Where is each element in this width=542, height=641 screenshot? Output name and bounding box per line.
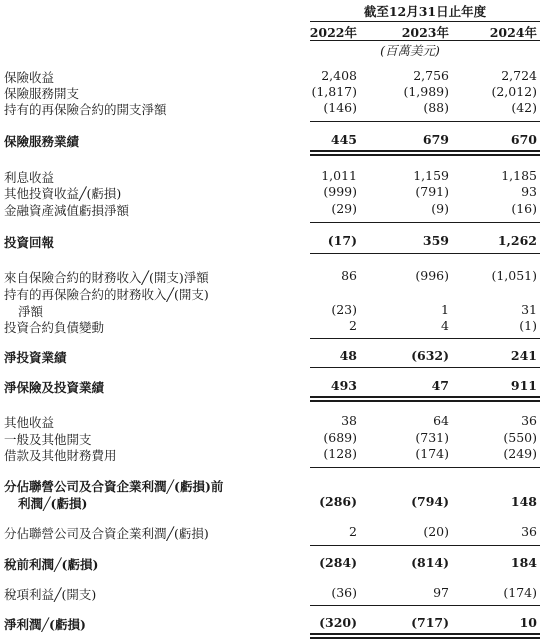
row-label-reinsurance-net-expense: 持有的再保險合約的開支淨額 <box>4 102 167 117</box>
row-label-impairment-loss: 金融資產減值虧損淨額 <box>4 203 130 218</box>
cell: (996) <box>415 268 449 283</box>
total-rule <box>310 637 540 639</box>
cell: 36 <box>521 524 537 539</box>
total-rule <box>310 396 540 398</box>
cell: (731) <box>415 430 449 445</box>
total-rule <box>310 154 540 156</box>
cell: (16) <box>511 201 537 216</box>
cell: (999) <box>323 184 357 199</box>
cell: (794) <box>411 494 449 509</box>
row-label-interest-revenue: 利息收益 <box>4 170 55 185</box>
row-label-investment-return: 投資回報 <box>4 235 55 250</box>
row-label-insurance-revenue: 保險收益 <box>4 70 55 85</box>
cell: (717) <box>411 615 449 630</box>
subtotal-rule <box>310 338 540 339</box>
row-label-other-revenue: 其他收益 <box>4 415 55 430</box>
cell: (632) <box>411 348 449 363</box>
cell: 1,011 <box>321 168 357 183</box>
cell: 184 <box>510 555 537 570</box>
cell: (42) <box>511 100 537 115</box>
cell: 10 <box>519 615 537 630</box>
cell: 1,185 <box>501 168 537 183</box>
cell: 1,159 <box>413 168 449 183</box>
cell: 36 <box>521 413 537 428</box>
cell: (814) <box>411 555 449 570</box>
cell: 2 <box>349 318 357 333</box>
cell: 1,262 <box>497 233 537 248</box>
row-label-net-profit: 淨利潤╱(虧損) <box>4 617 86 632</box>
row-label-finance-costs: 借款及其他財務費用 <box>4 448 117 463</box>
row-label-profit-before-tax: 稅前利潤╱(虧損) <box>4 557 99 572</box>
subtotal-rule <box>310 121 540 122</box>
row-label-investment-contract-liabilities: 投資合約負債變動 <box>4 320 105 335</box>
cell: (2,012) <box>491 84 537 99</box>
cell: (286) <box>319 494 357 509</box>
row-label-profit-before-associates-cont: 利潤╱(虧損) <box>18 496 88 511</box>
subtotal-rule <box>310 253 540 254</box>
cell: (88) <box>423 100 449 115</box>
cell: 38 <box>341 413 357 428</box>
cell: (320) <box>319 615 357 630</box>
cell: (689) <box>323 430 357 445</box>
subtotal-rule <box>310 367 540 368</box>
cell: 670 <box>510 132 537 147</box>
row-label-reinsurance-finance-result-cont: 淨額 <box>18 304 44 319</box>
row-label-tax: 稅項利益╱(開支) <box>4 587 97 602</box>
year-2022-header: 2022年 <box>309 25 357 40</box>
unit-label: (百萬美元) <box>380 43 440 58</box>
cell: 445 <box>330 132 357 147</box>
subtotal-rule <box>310 467 540 468</box>
cell: (128) <box>323 446 357 461</box>
row-label-insurance-finance-result: 來自保險合約的財務收入╱(開支)淨額 <box>4 270 209 285</box>
cell: 359 <box>422 233 449 248</box>
year-2023-header: 2023年 <box>401 25 449 40</box>
cell: 4 <box>441 318 449 333</box>
row-label-reinsurance-finance-result: 持有的再保險合約的財務收入╱(開支) <box>4 287 209 302</box>
row-label-profit-before-associates: 分佔聯營公司及合資企業利潤╱(虧損)前 <box>4 479 224 494</box>
total-rule <box>310 150 540 152</box>
cell: 2,408 <box>321 68 357 83</box>
cell: (1,817) <box>311 84 357 99</box>
cell: 911 <box>510 378 537 393</box>
row-label-insurance-service-expenses: 保險服務開支 <box>4 86 80 101</box>
cell: 148 <box>510 494 537 509</box>
cell: (174) <box>503 585 537 600</box>
cell: (174) <box>415 446 449 461</box>
cell: 241 <box>510 348 537 363</box>
cell: (20) <box>423 524 449 539</box>
cell: 48 <box>339 348 357 363</box>
header-rule <box>310 21 540 22</box>
cell: (284) <box>319 555 357 570</box>
row-label-net-investment-result: 淨投資業績 <box>4 350 67 365</box>
cell: 47 <box>431 378 449 393</box>
row-label-share-of-associates: 分佔聯營公司及合資企業利潤╱(虧損) <box>4 526 209 541</box>
cell: 2,756 <box>413 68 449 83</box>
cell: 2 <box>349 524 357 539</box>
cell: (1,051) <box>491 268 537 283</box>
row-label-other-investment-return: 其他投資收益╱(虧損) <box>4 186 122 201</box>
cell: (1,989) <box>403 84 449 99</box>
cell: (9) <box>431 201 449 216</box>
period-header: 截至12月31日止年度 <box>363 4 487 19</box>
cell: (791) <box>415 184 449 199</box>
cell: 93 <box>521 184 537 199</box>
cell: 64 <box>433 413 449 428</box>
cell: (146) <box>323 100 357 115</box>
total-rule <box>310 633 540 635</box>
cell: (36) <box>331 585 357 600</box>
cell: 2,724 <box>501 68 537 83</box>
cell: 493 <box>330 378 357 393</box>
cell: 31 <box>521 302 537 317</box>
row-label-insurance-service-result: 保險服務業績 <box>4 134 80 149</box>
cell: 86 <box>341 268 357 283</box>
cell: (29) <box>331 201 357 216</box>
total-rule <box>310 400 540 402</box>
cell: 97 <box>433 585 449 600</box>
subtotal-rule <box>310 545 540 546</box>
year-2024-header: 2024年 <box>489 25 537 40</box>
cell: (1) <box>519 318 537 333</box>
cell: (249) <box>503 446 537 461</box>
row-label-general-expenses: 一般及其他開支 <box>4 432 92 447</box>
subtotal-rule <box>310 605 540 606</box>
subtotal-rule <box>310 222 540 223</box>
row-label-net-insurance-investment-result: 淨保險及投資業績 <box>4 380 105 395</box>
cell: 679 <box>422 132 449 147</box>
cell: 1 <box>441 302 449 317</box>
cell: (17) <box>327 233 357 248</box>
cell: (550) <box>503 430 537 445</box>
cell: (23) <box>331 302 357 317</box>
